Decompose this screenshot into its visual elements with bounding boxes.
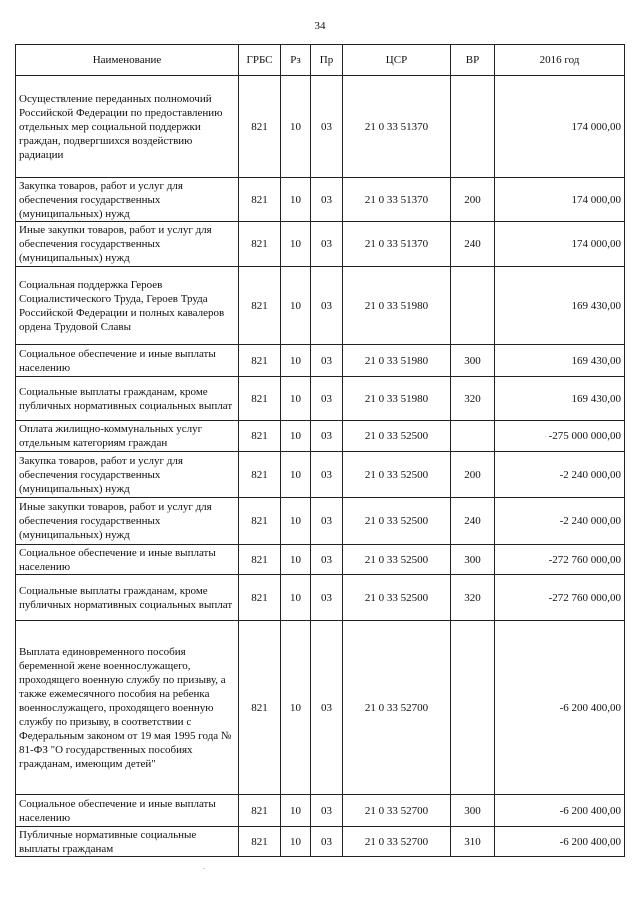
row-grbs: 821 <box>239 377 281 421</box>
table-row <box>16 575 625 621</box>
row-vr <box>451 421 495 452</box>
row-name: Закупка товаров, работ и услуг для обеспечения государственных (муниципальных) нужд <box>16 452 239 498</box>
row-grbs: 821 <box>239 827 281 857</box>
row-csr: 21 0 33 51370 <box>343 222 451 267</box>
table-row <box>16 76 625 178</box>
row-csr: 21 0 33 51370 <box>343 76 451 178</box>
table-row <box>16 795 625 827</box>
row-rz: 10 <box>281 178 311 222</box>
budget-table <box>15 44 625 857</box>
row-vr: 320 <box>451 575 495 621</box>
row-rz: 10 <box>281 76 311 178</box>
row-rz: 10 <box>281 795 311 827</box>
header-csr: ЦСР <box>343 45 451 76</box>
table-row <box>16 345 625 377</box>
row-sum: -272 760 000,00 <box>495 575 625 621</box>
row-grbs: 821 <box>239 795 281 827</box>
row-pr: 03 <box>311 575 343 621</box>
row-sum: 169 430,00 <box>495 267 625 345</box>
table-row <box>16 545 625 575</box>
row-pr: 03 <box>311 827 343 857</box>
row-grbs: 821 <box>239 76 281 178</box>
row-name: Закупка товаров, работ и услуг для обеспечения государственных (муниципальных) нужд <box>16 178 239 222</box>
table-row <box>16 178 625 222</box>
row-pr: 03 <box>311 377 343 421</box>
scan-mark: . <box>203 862 205 871</box>
row-grbs: 821 <box>239 421 281 452</box>
table-row <box>16 498 625 545</box>
row-rz: 10 <box>281 345 311 377</box>
row-vr: 300 <box>451 345 495 377</box>
row-name: Социальное обеспечение и иные выплаты населению <box>16 795 239 827</box>
row-pr: 03 <box>311 498 343 545</box>
header-sum-2016: 2016 год <box>495 45 625 76</box>
row-sum: 169 430,00 <box>495 377 625 421</box>
row-pr: 03 <box>311 545 343 575</box>
row-name: Социальные выплаты гражданам, кроме публичных нормативных социальных выплат <box>16 377 239 421</box>
row-rz: 10 <box>281 498 311 545</box>
header-rz: Рз <box>281 45 311 76</box>
row-csr: 21 0 33 51370 <box>343 178 451 222</box>
row-pr: 03 <box>311 452 343 498</box>
row-vr: 240 <box>451 498 495 545</box>
row-sum: -6 200 400,00 <box>495 795 625 827</box>
table-row <box>16 377 625 421</box>
row-rz: 10 <box>281 377 311 421</box>
row-sum: 174 000,00 <box>495 76 625 178</box>
row-pr: 03 <box>311 178 343 222</box>
table-row <box>16 421 625 452</box>
table-row <box>16 621 625 795</box>
row-grbs: 821 <box>239 452 281 498</box>
row-name: Социальное обеспечение и иные выплаты населению <box>16 545 239 575</box>
row-grbs: 821 <box>239 575 281 621</box>
row-grbs: 821 <box>239 498 281 545</box>
row-csr: 21 0 33 52500 <box>343 575 451 621</box>
row-vr: 300 <box>451 795 495 827</box>
row-vr: 310 <box>451 827 495 857</box>
row-grbs: 821 <box>239 545 281 575</box>
row-rz: 10 <box>281 827 311 857</box>
table-row <box>16 452 625 498</box>
row-csr: 21 0 33 52500 <box>343 452 451 498</box>
row-vr <box>451 267 495 345</box>
row-grbs: 821 <box>239 178 281 222</box>
header-name: Наименование <box>16 45 239 76</box>
row-rz: 10 <box>281 267 311 345</box>
row-name: Социальные выплаты гражданам, кроме публичных нормативных социальных выплат <box>16 575 239 621</box>
row-name: Социальное обеспечение и иные выплаты населению <box>16 345 239 377</box>
table-row <box>16 267 625 345</box>
row-vr: 240 <box>451 222 495 267</box>
row-sum: -2 240 000,00 <box>495 498 625 545</box>
row-csr: 21 0 33 51980 <box>343 267 451 345</box>
row-grbs: 821 <box>239 621 281 795</box>
row-grbs: 821 <box>239 345 281 377</box>
row-sum: 174 000,00 <box>495 222 625 267</box>
row-pr: 03 <box>311 76 343 178</box>
row-name: Выплата единовременного пособия беременной жене военнослужащего, проходящего военную службу по призыву, а также ежемесячного пособия на ребенка военнослужащего, проходящего военную службу по призыву, в соответствии с Федеральным законом от 19 мая 1995 года № 81-ФЗ "О государственных пособиях гражданам, имеющим детей" <box>16 621 239 795</box>
row-pr: 03 <box>311 795 343 827</box>
row-vr: 320 <box>451 377 495 421</box>
row-sum: 169 430,00 <box>495 345 625 377</box>
row-pr: 03 <box>311 267 343 345</box>
row-sum: -275 000 000,00 <box>495 421 625 452</box>
page-number: 34 <box>314 20 326 32</box>
header-pr: Пр <box>311 45 343 76</box>
row-name: Иные закупки товаров, работ и услуг для обеспечения государственных (муниципальных) нужд <box>16 222 239 267</box>
row-name: Осуществление переданных полномочий Российской Федерации по предоставлению отдельных мер социальной поддержки граждан, подвергшихся воздействию радиации <box>16 76 239 178</box>
row-csr: 21 0 33 52500 <box>343 498 451 545</box>
row-pr: 03 <box>311 345 343 377</box>
row-sum: -272 760 000,00 <box>495 545 625 575</box>
row-name: Социальная поддержка Героев Социалистического Труда, Героев Труда Российской Федерации и полных кавалеров ордена Трудовой Славы <box>16 267 239 345</box>
row-vr <box>451 621 495 795</box>
row-pr: 03 <box>311 222 343 267</box>
row-csr: 21 0 33 52500 <box>343 421 451 452</box>
row-rz: 10 <box>281 545 311 575</box>
row-pr: 03 <box>311 621 343 795</box>
table-header-row <box>16 45 625 76</box>
table-row <box>16 827 625 857</box>
row-grbs: 821 <box>239 267 281 345</box>
row-sum: 174 000,00 <box>495 178 625 222</box>
row-sum: -2 240 000,00 <box>495 452 625 498</box>
row-rz: 10 <box>281 452 311 498</box>
row-csr: 21 0 33 52700 <box>343 621 451 795</box>
row-rz: 10 <box>281 421 311 452</box>
row-csr: 21 0 33 51980 <box>343 377 451 421</box>
row-rz: 10 <box>281 621 311 795</box>
row-rz: 10 <box>281 575 311 621</box>
row-vr: 300 <box>451 545 495 575</box>
row-name: Публичные нормативные социальные выплаты гражданам <box>16 827 239 857</box>
row-name: Иные закупки товаров, работ и услуг для обеспечения государственных (муниципальных) нужд <box>16 498 239 545</box>
table-row <box>16 222 625 267</box>
row-vr: 200 <box>451 178 495 222</box>
header-grbs: ГРБС <box>239 45 281 76</box>
header-vr: ВР <box>451 45 495 76</box>
row-vr: 200 <box>451 452 495 498</box>
row-csr: 21 0 33 52500 <box>343 545 451 575</box>
row-grbs: 821 <box>239 222 281 267</box>
row-vr <box>451 76 495 178</box>
row-name: Оплата жилищно-коммунальных услуг отдельным категориям граждан <box>16 421 239 452</box>
row-pr: 03 <box>311 421 343 452</box>
row-csr: 21 0 33 51980 <box>343 345 451 377</box>
row-csr: 21 0 33 52700 <box>343 827 451 857</box>
row-sum: -6 200 400,00 <box>495 621 625 795</box>
row-rz: 10 <box>281 222 311 267</box>
row-sum: -6 200 400,00 <box>495 827 625 857</box>
row-csr: 21 0 33 52700 <box>343 795 451 827</box>
